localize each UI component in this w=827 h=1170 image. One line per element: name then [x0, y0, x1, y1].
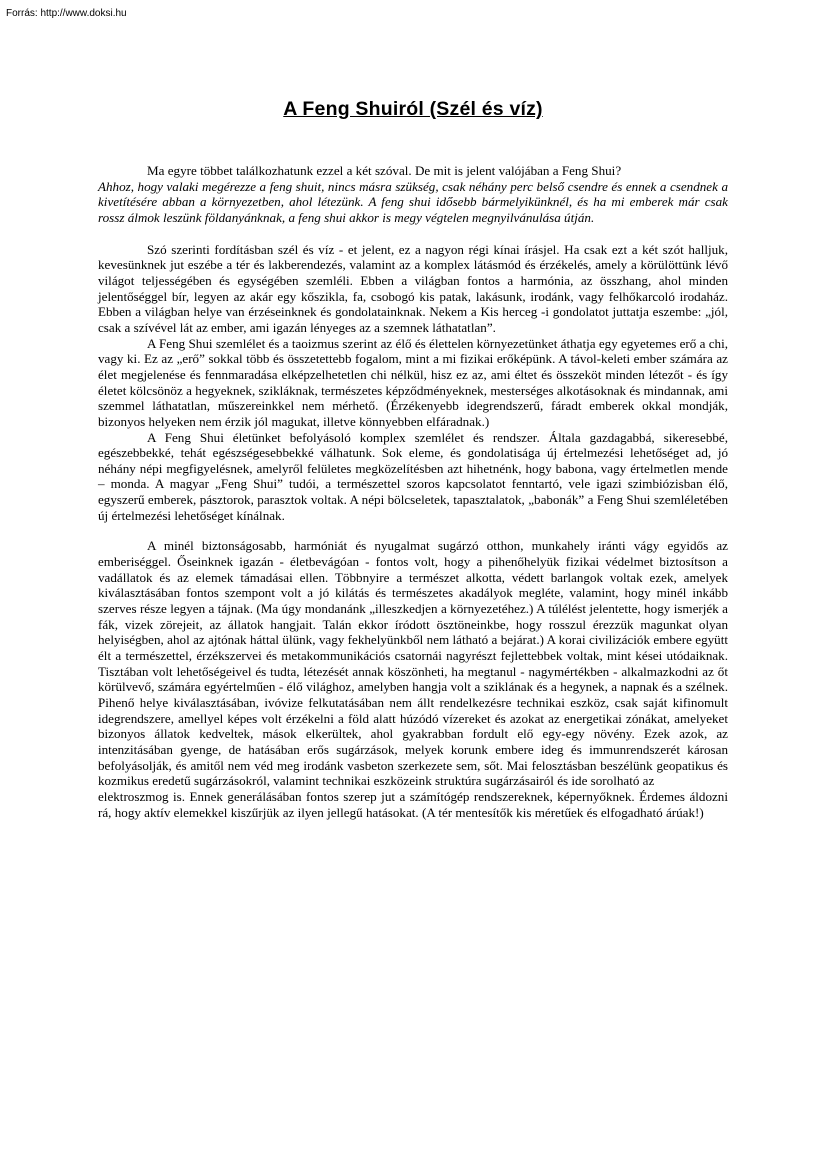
- intro-paragraph: Ma egyre többet találkozhatunk ezzel a két szóval. De mit is jelent valójában a Feng Shui?: [147, 163, 622, 178]
- body-paragraph-4: A minél biztonságosabb, harmóniát és nyugalmat sugárzó otthon, munkahely iránti vágy egyidős az emberiséggel. Őseinknek igazán - életbevágóan - fontos volt, hogy a pihenőhelyük fizikai védelmet biztosítson a vadállatok és az elemek támadásai ellen. Többnyire a természet alkotta, védett barlangok voltak ezek, amelyek kiválasztásában fontos szempont volt a jó kilátás és természetes akadályok megléte, valamint, hogy minél inkább szerves része legyen a tájnak. (Ma úgy mondanánk „illeszkedjen a környezetéhez.) A túlélést jelentette, hogy ismerjék a fák, vizek zörejeit, az állatok hangjait. Talán ekkor íródott ösztöneinkbe, hogy rosszul érezzük magunkat olyan helyiségben, ahol az ajtónak háttal ülünk, vagy fekhelyünkből nem látható a bejárat.) A korai civilizációk embere együtt élt a természettel, érzékszervei és metakommunikációs csatornái nagyrészt fejlettebbek voltak, mint kései utódaiknak. Tisztában volt lehetőségeivel és tudta, létezését annak köszönheti, ha megtanul - nagymértékben - alkalmazkodni az őt körülvevő, számára egyértelműen - élő világhoz, amelyben hangja volt a sziklának és a hegynek, a napnak és a szélnek. Pihenő helye kiválasztásában, ivóvize felkutatásában nem állt rendelkezésre technikai eszköz, csak saját kifinomult idegrendszere, amellyel képes volt érzékelni a föld alatt húzódó vízereket és azokat az energetikai zónákat, amelyeket bizonyos állatok kedveltek, mások elkerültek, ahol gyakrabban fordult elő egy-egy növény. Ezek azok, az intenzitásában gyenge, de hatásában erős sugárzások, melyek korunk embere ideg és immunrendszerét károsan befolyásolják, és amitől nem véd meg irodánk vasbeton szerkezete sem, sőt. Mai felosztásban beszélünk geopatikus és kozmikus eredetű sugárzásokról, valamint technikai eszközeink struktúra sugárzásairól és ide sorolható az: [98, 538, 728, 789]
- body-paragraph-5: elektroszmog is. Ennek generálásában fontos szerep jut a számítógép rendszereknek, képernyőknek. Érdemes áldozni rá, hogy aktív elemekkel kiszűrjük az ilyen jellegű hatásokat. (A tér mentesítők kis méretűek és elfogadható árúak!): [98, 788, 728, 820]
- body-paragraph-1: Szó szerinti fordításban szél és víz - et jelent, ez a nagyon régi kínai írásjel. Ha csak ezt a két szót halljuk, kevesünknek jut eszébe a tér és lakberendezés, valamint az a komplex látásmód és érzékelés, amely a körülöttünk lévő világot teljességében és egységében szemléli. Ebben a világban fontos a harmónia, az összhang, ahol minden jelentőséggel bír, legyen az akár egy kőszikla, fa, csobogó kis patak, lakásunk, irodánk, vagy felhőkarcoló irodaház. Ebben a világban helye van érzéseinknek és gondolatainknak. Nekem a Kis herceg -i gondolatot juttatja eszembe: „jól, csak a szívével lát az ember, ami igazán lényeges az a szemnek láthatatlan”.: [98, 241, 728, 335]
- source-attribution: Forrás: http://www.doksi.hu: [6, 8, 127, 19]
- body-paragraph-2: A Feng Shui szemlélet és a taoizmus szerint az élő és élettelen környezetünket áthatja egy egyetemes erő a chi, vagy ki. Ez az „erő” sokkal több és összetettebb fogalom, mint a mi fizikai erőképünk. A távol-keleti ember számára az élet megjelenése és fennmaradása elképzelhetetlen chi nélkül, hisz ez az, ami éltet és összeköt minden létezőt - és így életet kölcsönöz a hegyeknek, szikláknak, természetes képződményeknek, mesterséges alkotásoknak és mindannak, ami szemmel láthatatlan, műszereinkkel nem mérhető. (Érzékenyebb idegrendszerű, fáradt emberek okkal mondják, bizonyos helyeken nem érzik jól magukat, illetve könnyebben elfáradnak.): [98, 335, 728, 429]
- quote-paragraph: Ahhoz, hogy valaki megérezze a feng shuit, nincs másra szükség, csak néhány perc belső csendre és ennek a csendnek a kivetítésére abban a környezetben, ahol létezünk. A feng shui idősebb bármelyikünknél, és ha mi emberek már csak rossz álmok leszünk földanyánknak, a feng shui akkor is megy végtelen megnyilvánulása útján.: [98, 178, 728, 225]
- document-title: A Feng Shuiról (Szél és víz): [283, 98, 543, 120]
- document-page: [98, 98, 728, 820]
- body-paragraph-3: A Feng Shui életünket befolyásoló komplex szemlélet és rendszer. Általa gazdagabbá, sikeresebbé, egészebbekké, tehát egészségesebbekké válhatunk. Sok eleme, és gondolatisága új értelmezési lehetőséget ad, jó néhány népi megfigyelésnek, amelyről felületes megközelítésben azt hihetnénk, hogy babona, vagy értelmetlen mende – monda. A magyar „Feng Shui” tudói, a természettel szoros kapcsolatot fenntartó, vele igazi szimbiózisban élő, egyszerű emberek, pásztorok, parasztok voltak. A népi bölcseletek, tapasztalatok, „babonák” a Feng Shui szemléletében új értelmezési lehetőséget kínálnak.: [98, 429, 728, 523]
